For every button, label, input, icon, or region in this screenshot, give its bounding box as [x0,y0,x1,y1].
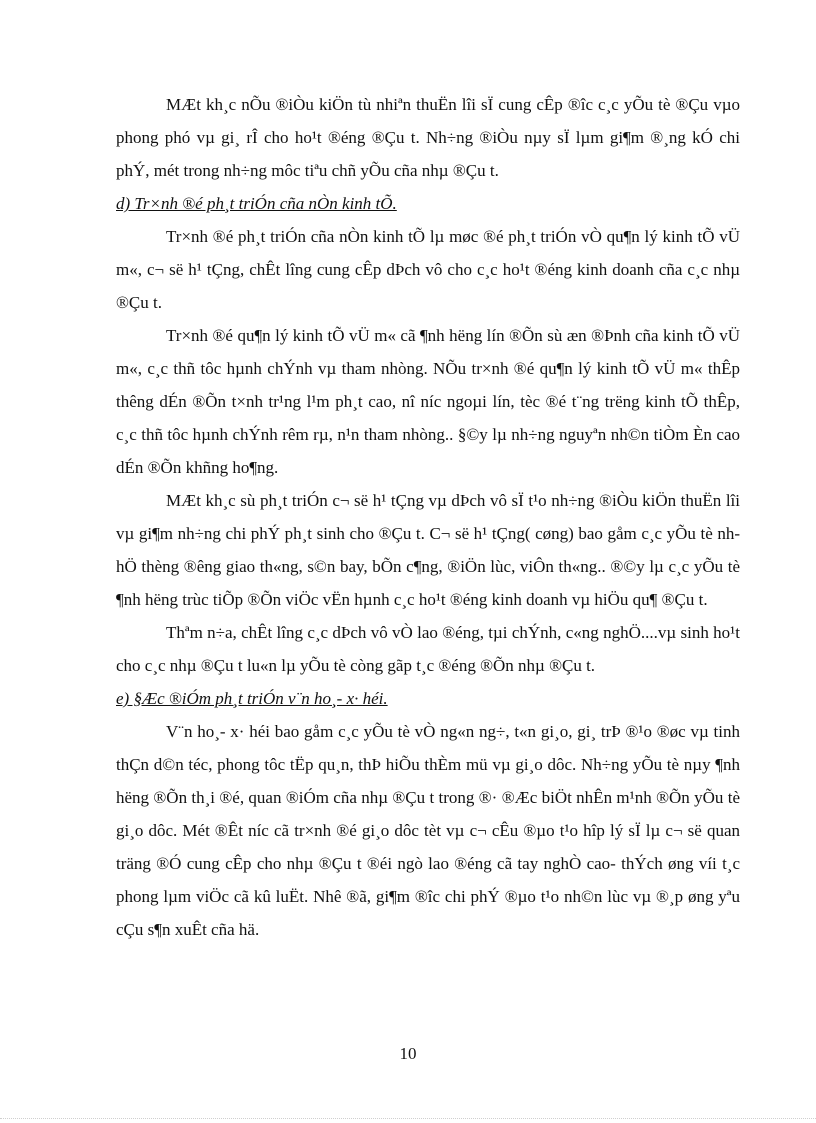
paragraph: Thªm n÷a, chÊt lîng c¸c dÞch vô vÒ lao ®éng, tµi chÝnh, c«ng nghÖ....vµ sinh ho¹t cho c¸c nhµ ®Çu t lu«n lµ yÕu tè còng gãp t¸c ®éng ®Õn nhµ ®Çu t. [116,623,740,675]
paragraph: V¨n ho¸- x· héi bao gåm c¸c yÕu tè vÒ ng«n ng÷, t«n gi¸o, gi¸ trÞ ®¹o ®øc vµ tinh thÇn d©n téc, phong tôc tËp qu¸n, thÞ hiÕu thÈm mü vµ gi¸o dôc. Nh÷ng yÕu tè nµy ¶nh hëng ®Õn th¸i ®é, quan ®iÓm cña nhµ ®Çu t trong ®· ®Æc biÖt nhÊn m¹nh ®Õn yÕu tè gi¸o dôc. Mét ®Êt níc cã tr×nh ®é gi¸o dôc tèt vµ c¬ cÊu ®µo t¹o hîp lý sÏ lµ c¬ së quan träng ®Ó cung cÊp cho nhµ ®Çu t ®éi ngò lao ®éng cã tay nghÒ cao- thÝch øng víi t¸c phong lµm viÖc cã kû luËt. Nhê ®ã, gi¶m ®îc chi phÝ ®µo t¹o nh©n lùc vµ ®¸p øng yªu cÇu s¶n xuÊt cña hä. [116,722,740,939]
paragraph: MÆt kh¸c nÕu ®iÒu kiÖn tù nhiªn thuËn lîi sÏ cung cÊp ®îc c¸c yÕu tè ®Çu vµo phong phó vµ gi¸ rÎ cho ho¹t ®éng ®Çu t. Nh÷ng ®iÒu nµy sÏ lµm gi¶m ®¸ng kÓ chi phÝ, mét trong nh÷ng môc tiªu chñ yÕu cña nhµ ®Çu t. [116,95,740,180]
paragraph: Tr×nh ®é qu¶n lý kinh tÕ vÜ m« cã ¶nh hëng lín ®Õn sù æn ®Þnh cña kinh tÕ vÜ m«, c¸c thñ tôc hµnh chÝnh vµ tham nhòng. NÕu tr×nh ®é qu¶n lý kinh tÕ vÜ m« thÊp thêng dÉn ®Õn t×nh tr¹ng l¹m ph¸t cao, nî níc ngoµi lín, tèc ®é t¨ng trëng kinh tÕ thÊp, c¸c thñ tôc hµnh chÝnh rêm rµ, n¹n tham nhòng.. §©y lµ nh÷ng nguyªn nh©n tiÒm Èn cao dÉn ®Õn khñng ho¶ng. [116,326,740,477]
paragraph: MÆt kh¸c sù ph¸t triÓn c¬ së h¹ tÇng vµ dÞch vô sÏ t¹o nh÷ng ®iÒu kiÖn thuËn lîi vµ gi¶m nh÷ng chi phÝ ph¸t sinh cho ®Çu t. C¬ së h¹ tÇng( cøng) bao gåm c¸c yÕu tè nh hÖ thèng ®êng giao th«ng, s©n bay, bÕn c¶ng, ®iÖn lùc, viÔn th«ng.. ®©y lµ c¸c yÕu tè ¶nh hëng trùc tiÕp ®Õn viÖc vËn hµnh c¸c ho¹t ®éng kinh doanh vµ hiÖu qu¶ ®Çu t. [116,491,740,609]
page-number: 10 [399,1044,417,1063]
section-heading: e) §Æc ®iÓm ph¸t triÓn v¨n ho¸- x· héi. [116,689,388,708]
section-heading: d) Tr×nh ®é ph¸t triÓn cña nÒn kinh tÕ. [116,194,397,213]
paragraph: Tr×nh ®é ph¸t triÓn cña nÒn kinh tÕ lµ møc ®é ph¸t triÓn vÒ qu¶n lý kinh tÕ vÜ m«, c¬ së h¹ tÇng, chÊt lîng cung cÊp dÞch vô cho c¸c ho¹t ®éng kinh doanh cña c¸c nhµ ®Çu t. [116,227,740,312]
page-divider [0,1118,816,1119]
body-text [116,88,740,946]
